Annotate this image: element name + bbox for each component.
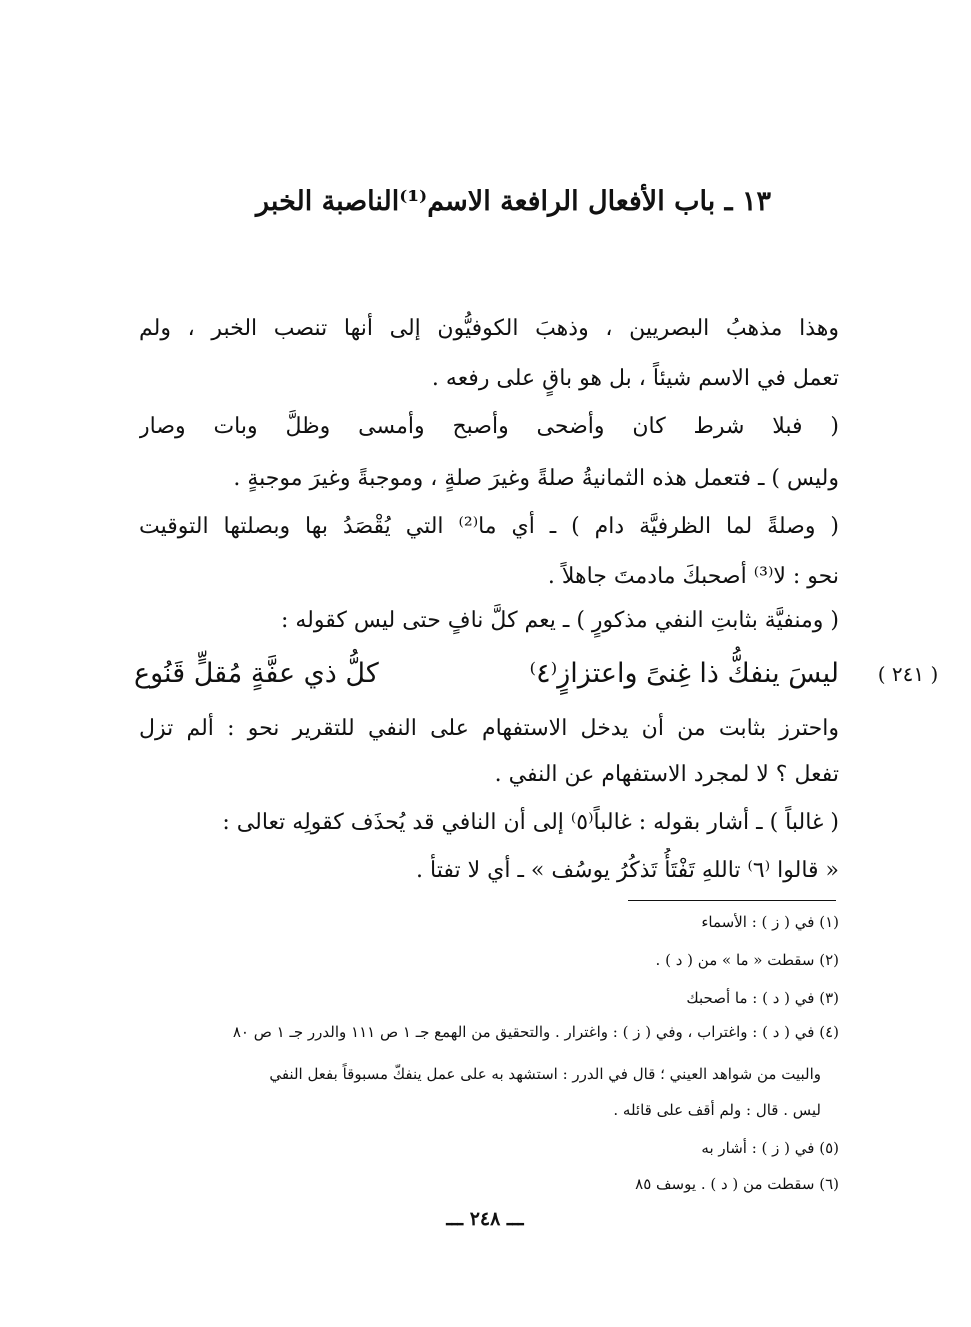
footnote: ليس . قال : ولم أقف على قائله . [613,1101,821,1119]
body-line: ( ومنفيَّة بثابتِ النفي مذكورٍ ) ـ يعم كلَّ نافٍ حتى ليس كقوله : [280,608,839,633]
body-line: ( غالباً ) ـ أشار بقوله : غالباً⁽٥⁾ إلى أن النافي قد يُحذَف كقولِه تعالى : [222,810,839,835]
poetry-verse [134,648,839,700]
body-line: ( وصلةً لما الظرفيَّة دام ) ـ أي ما⁽²⁾ التي يُقْصَدُ بها وبصلتها التوقيت [139,514,839,539]
verse-first-hemistich: ليسَ ينفكُّ ذا غِنىً واعتزازٍ⁽٤⁾ [529,658,839,689]
footnote: (١) في ( ز ) : الأسماء [701,913,839,931]
page-number: ـــ ٢٤٨ ـــ [446,1208,524,1230]
footnote-separator [628,900,836,901]
footnote: (٦) سقطت من ( د ) . يوسف ٨٥ [635,1175,839,1193]
body-line: وهذا مذهبُ البصريين ، وذهبَ الكوفيُّون إلى أنها تنصب الخبر ، ولم [139,316,839,341]
body-line: واحترز بثابت من أن يدخل الاستفهام على النفي للتقرير نحو : ألم تزل [139,716,839,741]
verse-second-hemistich: كلُّ ذي عفَّةٍ مُقلٍّ قَنُوع [134,658,379,689]
body-line: نحو : لا⁽³⁾ أصحبكَ مادمتَ جاهلاً . [547,564,839,589]
verse-number: ( ٢٤١ ) [877,662,939,686]
body-line: تعمل في الاسم شيئاً ، بل هو باقٍ على رفعه . [431,366,839,391]
body-line: تفعل ؟ لا لمجرد الاستفهام عن النفي . [494,762,839,787]
footnote: (٥) في ( ز ) : أشار به [701,1139,839,1157]
body-line: « قالوا ⁽٦⁾ تاللهِ تَفْتَأُ تَذكُرُ يوسُف » ـ أي لا تفتأ . [416,858,839,883]
body-line: وليس ) ـ فتعمل هذه الثمانيةُ صلةً وغيرَ صلةٍ ، وموجبةً وغيرَ موجبةٍ . [233,466,839,491]
footnote: والبيت من شواهد العيني ؛ قال في الدرر : استشهد به على عمل ينفكّ مسبوقاً بفعل النفي [269,1065,821,1083]
footnote: (٤) في ( د ) : واغتراب ، وفي ( ز ) : واغترار . والتحقيق من الهمع جـ ١ ص ١١١ والدرر جـ ١ ص ٨٠ [232,1023,839,1041]
footnote: (٣) في ( د ) : ما أصحبك [686,989,839,1007]
chapter-title: ١٣ ـ باب الأفعال الرافعة الاسم⁽¹⁾الناصبة الخبر [256,186,771,217]
footnote: (٢) سقطت « ما » من ( د ) . [655,951,839,969]
body-line: ( فبلا شرط كان وأضحى وأصبح وأمسى وظلَّ وبات وصار [139,414,839,439]
